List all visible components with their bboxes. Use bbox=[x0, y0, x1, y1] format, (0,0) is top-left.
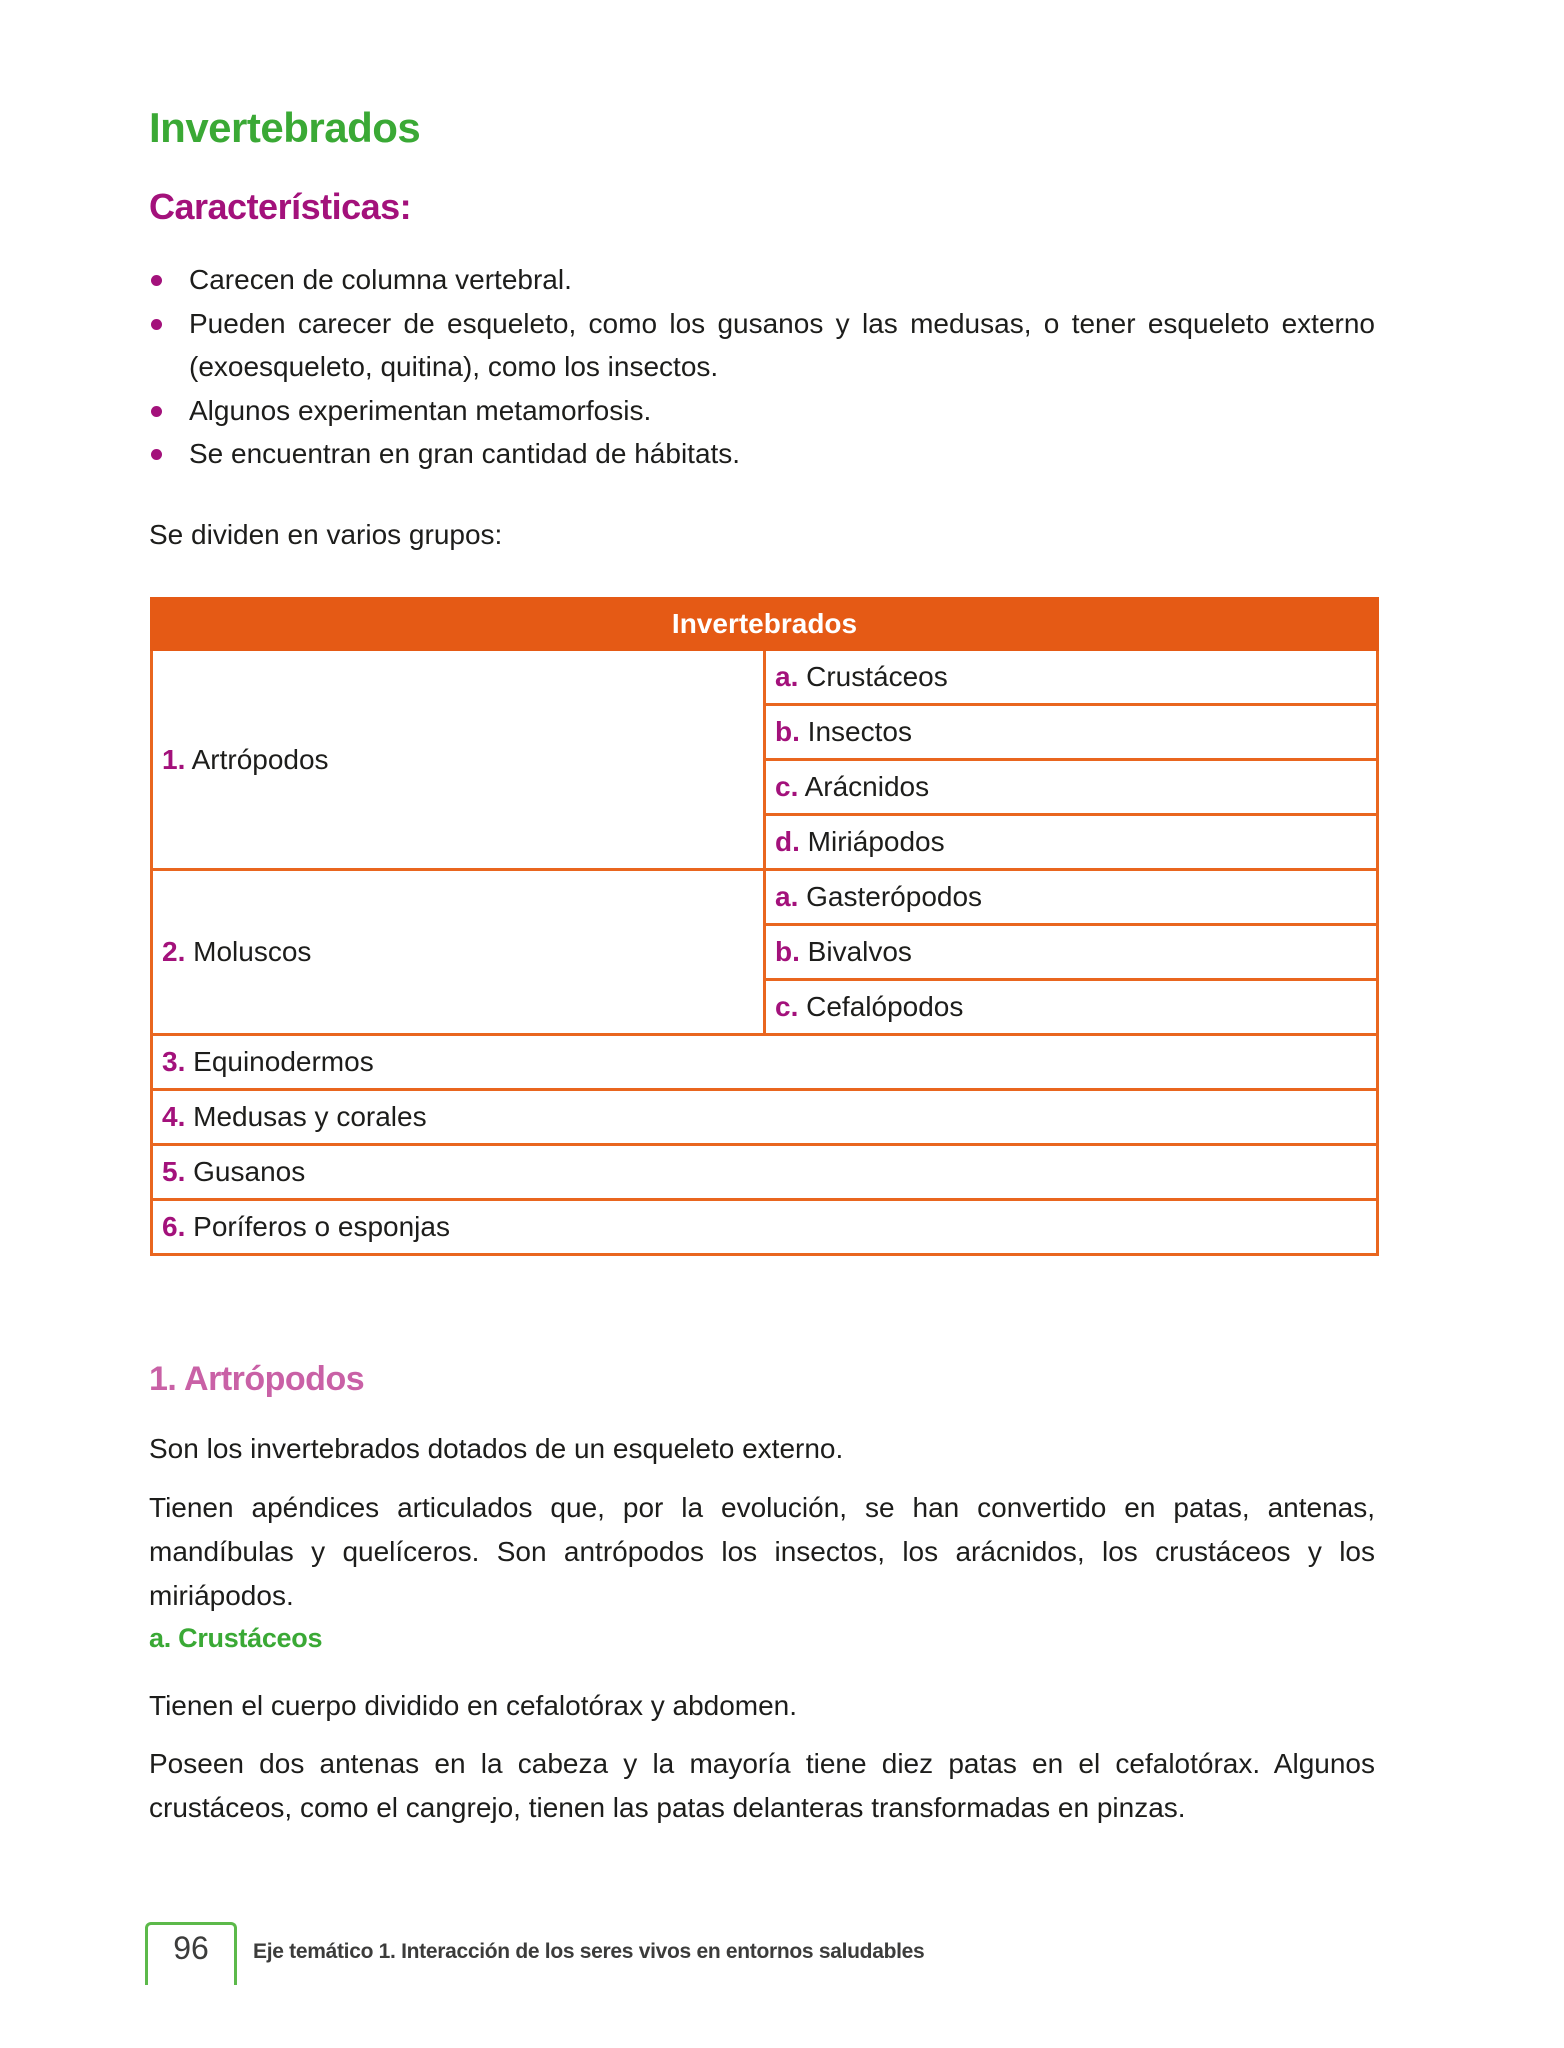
subgroup-cell bbox=[765, 705, 1378, 760]
group-cell bbox=[152, 1145, 1378, 1200]
subgroup-cell bbox=[765, 650, 1378, 705]
group-label: Poríferos o esponjas bbox=[193, 1211, 450, 1242]
bullet-icon bbox=[151, 275, 162, 286]
subgroup-label: Bivalvos bbox=[807, 936, 912, 967]
characteristics-heading: Características: bbox=[149, 186, 412, 227]
group-cell bbox=[152, 1200, 1378, 1255]
paragraph: Tienen el cuerpo dividido en cefalotórax y abdomen. bbox=[149, 1690, 798, 1721]
characteristics-list bbox=[149, 258, 1375, 476]
subgroup-label: Insectos bbox=[807, 716, 912, 747]
group-number: 6. bbox=[162, 1211, 186, 1242]
footer-text: Eje temático 1. Interacción de los seres vivos en entornos saludables bbox=[253, 1940, 925, 1963]
table-header: Invertebrados bbox=[152, 599, 1378, 650]
table-row bbox=[152, 870, 1378, 925]
subsection-heading-crustaceos: a. Crustáceos bbox=[149, 1623, 323, 1653]
intro-text: Se dividen en varios grupos: bbox=[149, 519, 503, 550]
group-label: Artrópodos bbox=[191, 743, 329, 775]
group-cell bbox=[152, 1090, 1378, 1145]
subgroup-letter: a. bbox=[775, 661, 799, 692]
subgroup-letter: d. bbox=[775, 826, 800, 857]
table-row bbox=[152, 1200, 1378, 1255]
subgroup-label: Miriápodos bbox=[807, 826, 945, 857]
page-title: Invertebrados bbox=[149, 104, 421, 151]
group-number: 3. bbox=[162, 1046, 186, 1077]
group-label: Medusas y corales bbox=[193, 1101, 427, 1132]
subgroup-cell bbox=[765, 870, 1378, 925]
group-number: 2. bbox=[162, 936, 186, 967]
subgroup-letter: c. bbox=[775, 771, 799, 802]
group-cell bbox=[152, 1035, 1378, 1090]
bullet-text: Carecen de columna vertebral. bbox=[189, 264, 572, 295]
bullet-icon bbox=[151, 449, 162, 460]
subgroup-letter: a. bbox=[775, 881, 799, 912]
subgroup-label: Gasterópodos bbox=[806, 881, 983, 912]
subgroup-letter: b. bbox=[775, 716, 800, 747]
paragraph: Son los invertebrados dotados de un esqueleto externo. bbox=[149, 1433, 844, 1464]
list-item bbox=[149, 258, 1375, 302]
bullet-text: Algunos experimentan metamorfosis. bbox=[189, 394, 652, 426]
paragraph: Poseen dos antenas en la cabeza y la mayoría tiene diez patas en el cefalotórax. Algunos crustáceos, como el cangrejo, tienen las patas delanteras transformadas en pinzas. bbox=[149, 1748, 1375, 1823]
group-cell bbox=[152, 870, 765, 1035]
subgroup-letter: b. bbox=[775, 936, 800, 967]
list-item bbox=[149, 389, 1375, 433]
bullet-icon bbox=[151, 319, 162, 330]
table-row bbox=[152, 650, 1378, 705]
list-item bbox=[149, 432, 1375, 476]
group-label: Equinodermos bbox=[193, 1046, 374, 1077]
invertebrate-groups-table bbox=[150, 597, 1379, 1256]
subgroup-cell bbox=[765, 980, 1378, 1035]
group-label: Gusanos bbox=[193, 1156, 306, 1187]
subgroup-cell bbox=[765, 925, 1378, 980]
group-label: Moluscos bbox=[193, 936, 312, 967]
table-header-row bbox=[152, 599, 1378, 650]
subgroup-cell bbox=[765, 760, 1378, 815]
table-row bbox=[152, 1145, 1378, 1200]
subgroup-cell bbox=[765, 815, 1378, 870]
bullet-text: Se encuentran en gran cantidad de hábitats. bbox=[189, 438, 741, 469]
list-item bbox=[149, 302, 1375, 389]
group-cell bbox=[152, 650, 765, 870]
group-number: 1. bbox=[162, 743, 186, 775]
bullet-icon bbox=[151, 406, 162, 417]
table-row bbox=[152, 1035, 1378, 1090]
group-number: 5. bbox=[162, 1156, 186, 1187]
subgroup-label: Crustáceos bbox=[806, 661, 948, 692]
subgroup-label: Arácnidos bbox=[804, 771, 930, 802]
section-heading-artropodos: 1. Artrópodos bbox=[149, 1360, 365, 1398]
subgroup-label: Cefalópodos bbox=[806, 991, 964, 1022]
page-number: 96 bbox=[173, 1930, 209, 1966]
subgroup-letter: c. bbox=[775, 991, 799, 1022]
paragraph: Tienen apéndices articulados que, por la evolución, se han convertido en patas, antenas, mandíbulas y quelíceros. Son antrópodos los insectos, los arácnidos, los crustáceos y los miriápodos. bbox=[149, 1492, 1375, 1611]
group-number: 4. bbox=[162, 1101, 186, 1132]
table-row bbox=[152, 1090, 1378, 1145]
bullet-text: Pueden carecer de esqueleto, como los gusanos y las medusas, o tener esqueleto externo (exoesqueleto, quitina), como los insectos. bbox=[189, 307, 1375, 382]
